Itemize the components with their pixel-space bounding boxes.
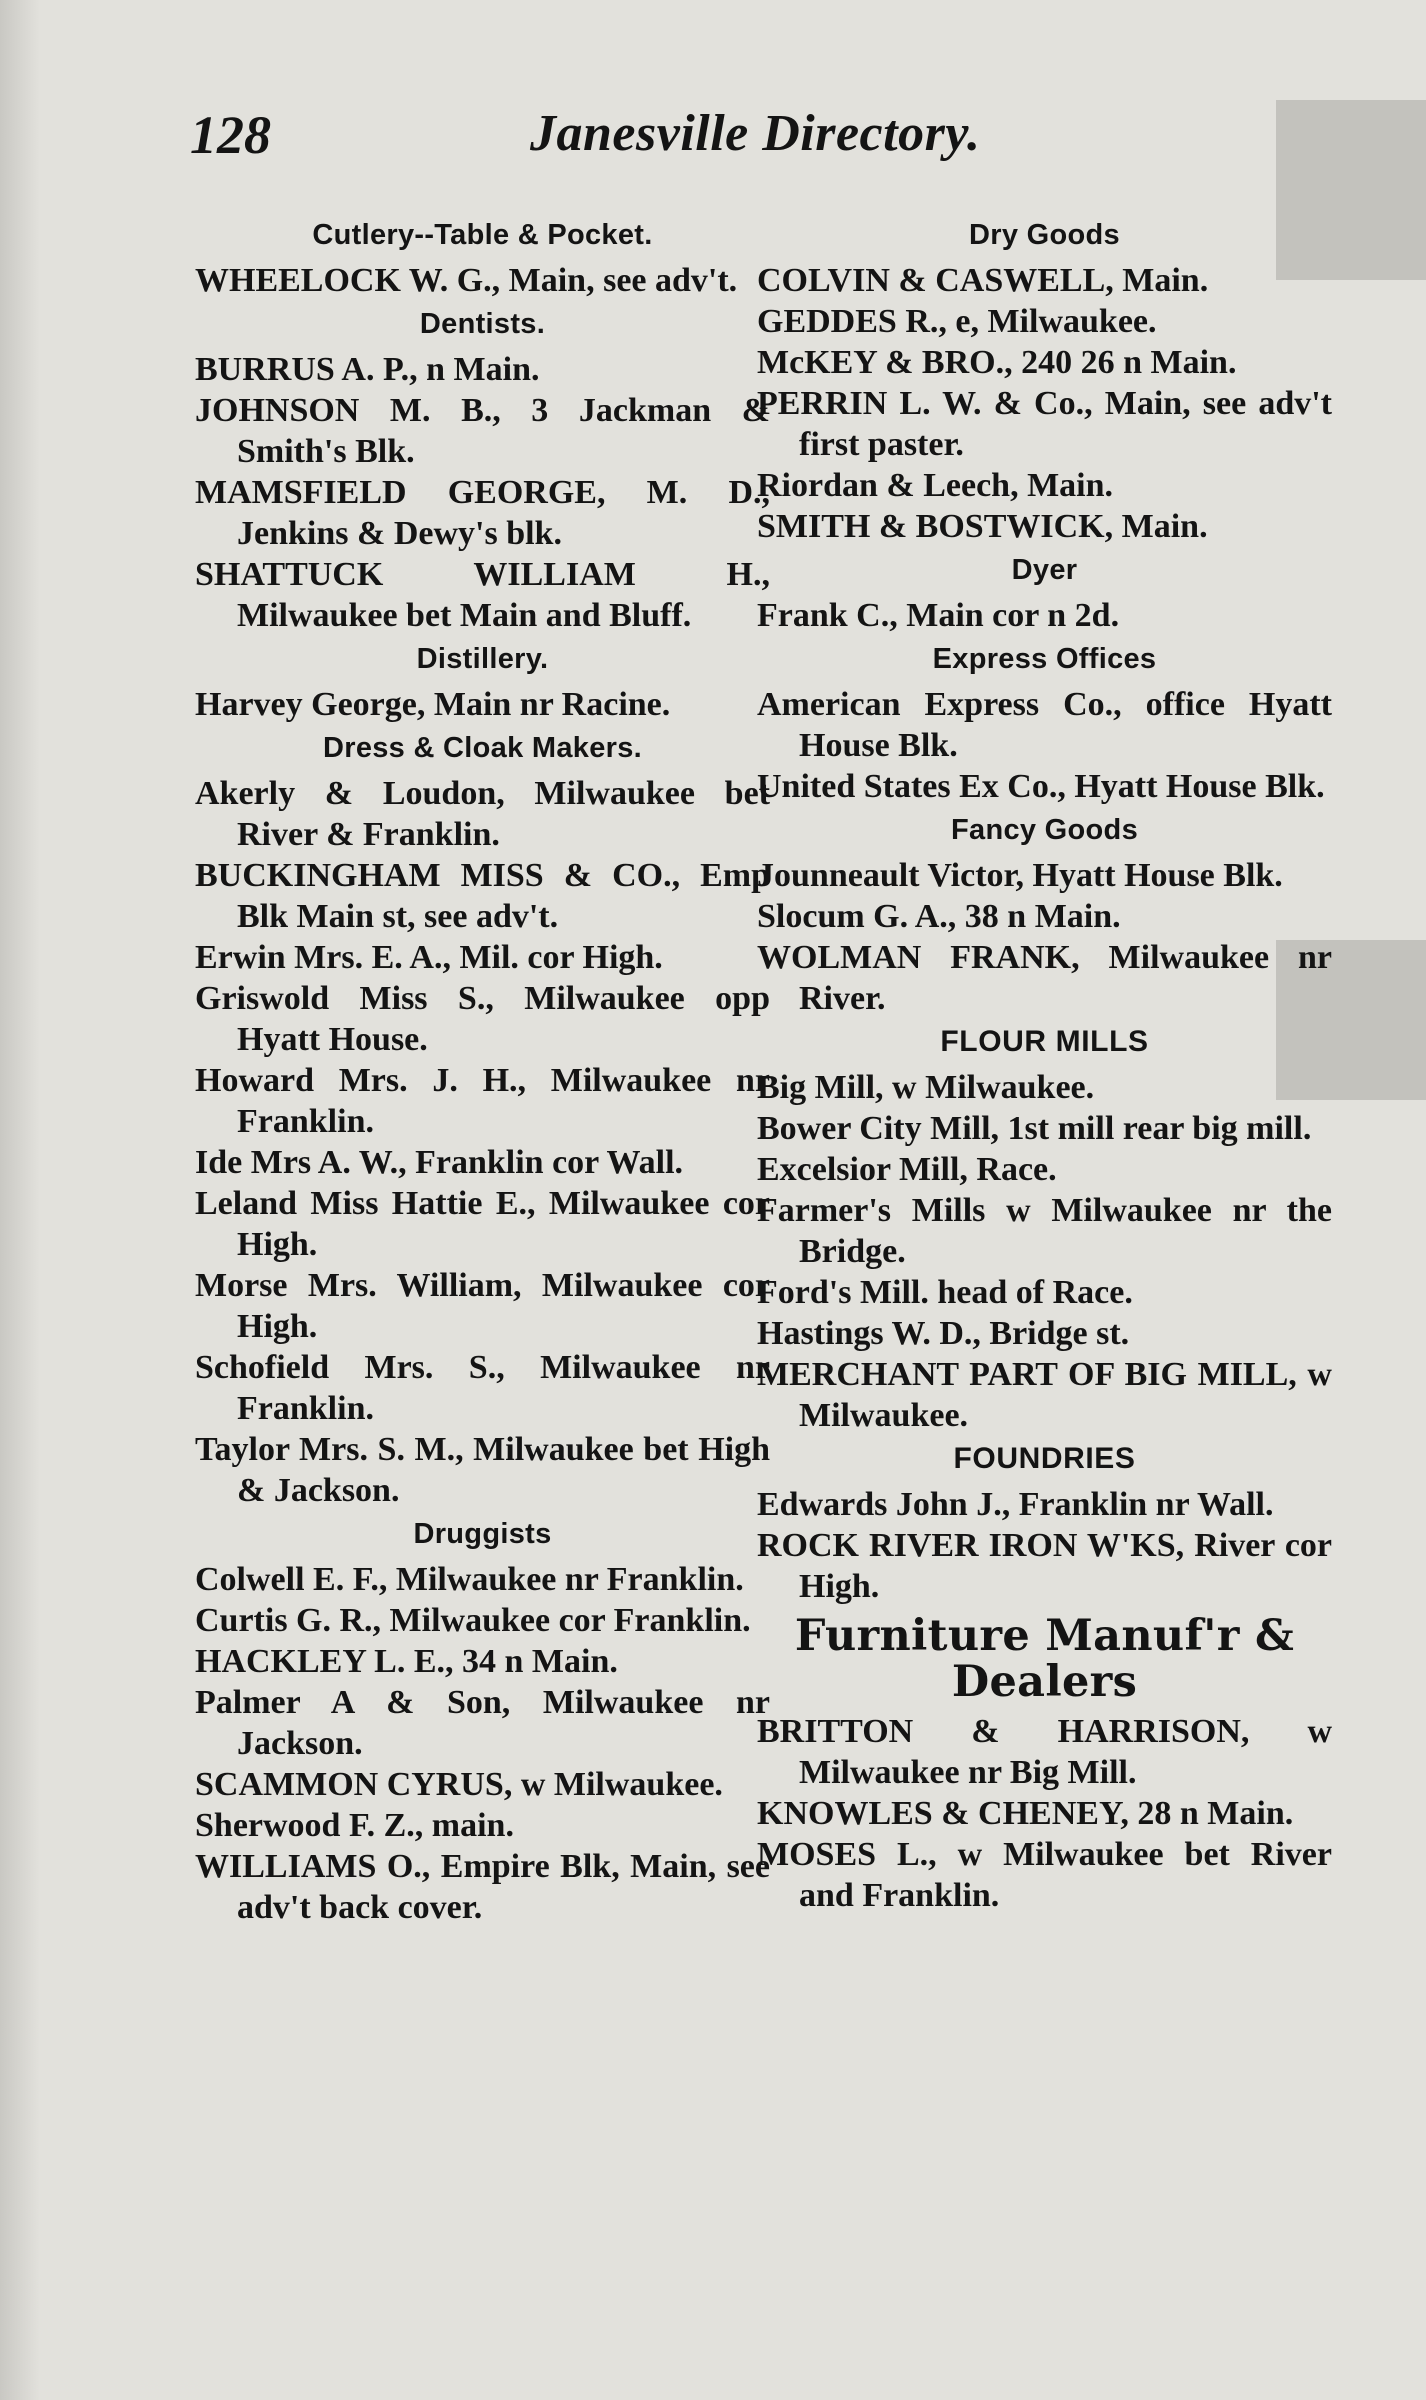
directory-entry: JOHNSON M. B., 3 Jackman & Smith's Blk. [195, 392, 770, 470]
directory-entry: MERCHANT PART OF BIG MILL, w Milwaukee. [757, 1356, 1332, 1434]
directory-entry: Erwin Mrs. E. A., Mil. cor High. [195, 939, 663, 976]
directory-entry: MOSES L., w Milwaukee bet River and Franklin. [757, 1836, 1332, 1914]
directory-entry: Morse Mrs. William, Milwaukee cor High. [195, 1267, 770, 1345]
directory-entry: United States Ex Co., Hyatt House Blk. [757, 768, 1325, 805]
directory-entry: COLVIN & CASWELL, Main. [757, 262, 1209, 299]
page-header [190, 104, 1340, 174]
section-heading: Dry Goods [969, 219, 1120, 251]
directory-entry: Edwards John J., Franklin nr Wall. [757, 1486, 1274, 1523]
section-heading: Furniture Manuf'r & Dealers [794, 1611, 1295, 1707]
section-heading: Dyer [1011, 554, 1078, 586]
section-heading: FLOUR MILLS [940, 1025, 1149, 1058]
directory-entry: ROCK RIVER IRON W'KS, River cor High. [757, 1527, 1332, 1605]
directory-entry: MAMSFIELD GEORGE, M. D., Jenkins & Dewy's blk. [195, 474, 770, 552]
directory-entry: BUCKINGHAM MISS & CO., Emp Blk Main st, see adv't. [195, 857, 770, 935]
directory-entry: Big Mill, w Milwaukee. [757, 1069, 1095, 1106]
directory-entry: Curtis G. R., Milwaukee cor Franklin. [195, 1602, 751, 1639]
directory-entry: Harvey George, Main nr Racine. [195, 686, 671, 723]
page-number: 128 [190, 105, 271, 165]
right-column [757, 212, 1332, 1916]
directory-entry: GEDDES R., e, Milwaukee. [757, 303, 1157, 340]
directory-entry: WOLMAN FRANK, Milwaukee nr River. [757, 939, 1332, 1017]
directory-entry: American Express Co., office Hyatt House Blk. [757, 686, 1332, 764]
directory-entry: Hastings W. D., Bridge st. [757, 1315, 1130, 1352]
directory-entry: Taylor Mrs. S. M., Milwaukee bet High & Jackson. [195, 1431, 770, 1509]
directory-entry: BURRUS A. P., n Main. [195, 351, 540, 388]
section-heading: Dress & Cloak Makers. [322, 732, 642, 764]
section-heading: FOUNDRIES [953, 1442, 1136, 1475]
directory-entry: WILLIAMS O., Empire Blk, Main, see adv't back cover. [195, 1848, 770, 1926]
directory-entry: Frank C., Main cor n 2d. [757, 597, 1120, 634]
directory-entry: Sherwood F. Z., main. [195, 1807, 514, 1844]
directory-entry: Howard Mrs. J. H., Milwaukee nr Franklin. [195, 1062, 770, 1140]
directory-entry: KNOWLES & CHENEY, 28 n Main. [757, 1795, 1294, 1832]
directory-entry: Bower City Mill, 1st mill rear big mill. [757, 1110, 1312, 1147]
directory-entry: Colwell E. F., Milwaukee nr Franklin. [195, 1561, 744, 1598]
running-title: Janesville Directory. [530, 105, 981, 162]
directory-entry: BRITTON & HARRISON, w Milwaukee nr Big Mill. [757, 1713, 1332, 1791]
directory-entry: Jounneault Victor, Hyatt House Blk. [757, 857, 1283, 894]
directory-entry: Excelsior Mill, Race. [757, 1151, 1057, 1188]
directory-entry: Riordan & Leech, Main. [757, 467, 1114, 504]
section-heading: Express Offices [932, 643, 1157, 675]
directory-entry: WHEELOCK W. G., Main, see adv't. [195, 262, 738, 299]
directory-entry: Palmer A & Son, Milwaukee nr Jackson. [195, 1684, 770, 1762]
directory-entry: Akerly & Loudon, Milwaukee bet River & Franklin. [195, 775, 770, 853]
directory-entry: SMITH & BOSTWICK, Main. [757, 508, 1208, 545]
section-heading: Cutlery--Table & Pocket. [312, 219, 653, 251]
directory-entry: PERRIN L. W. & Co., Main, see adv't first paster. [757, 385, 1332, 463]
directory-entry: SHATTUCK WILLIAM H., Milwaukee bet Main and Bluff. [195, 556, 770, 634]
directory-entry: Ide Mrs A. W., Franklin cor Wall. [195, 1144, 684, 1181]
section-heading: Distillery. [416, 643, 549, 675]
directory-entry: Ford's Mill. head of Race. [757, 1274, 1133, 1311]
section-heading: Dentists. [419, 308, 546, 340]
directory-entry: Leland Miss Hattie E., Milwaukee cor High. [195, 1185, 770, 1263]
directory-entry: Schofield Mrs. S., Milwaukee nr Franklin. [195, 1349, 770, 1427]
directory-entry: Griswold Miss S., Milwaukee opp Hyatt House. [195, 980, 770, 1058]
section-heading: Druggists [413, 1518, 552, 1550]
section-heading: Fancy Goods [951, 814, 1138, 846]
directory-entry: SCAMMON CYRUS, w Milwaukee. [195, 1766, 723, 1803]
directory-entry: McKEY & BRO., 240 26 n Main. [757, 344, 1237, 381]
left-column [195, 212, 770, 1928]
directory-entry: HACKLEY L. E., 34 n Main. [195, 1643, 618, 1680]
directory-entry: Farmer's Mills w Milwaukee nr the Bridge. [757, 1192, 1332, 1270]
directory-entry: Slocum G. A., 38 n Main. [757, 898, 1121, 935]
